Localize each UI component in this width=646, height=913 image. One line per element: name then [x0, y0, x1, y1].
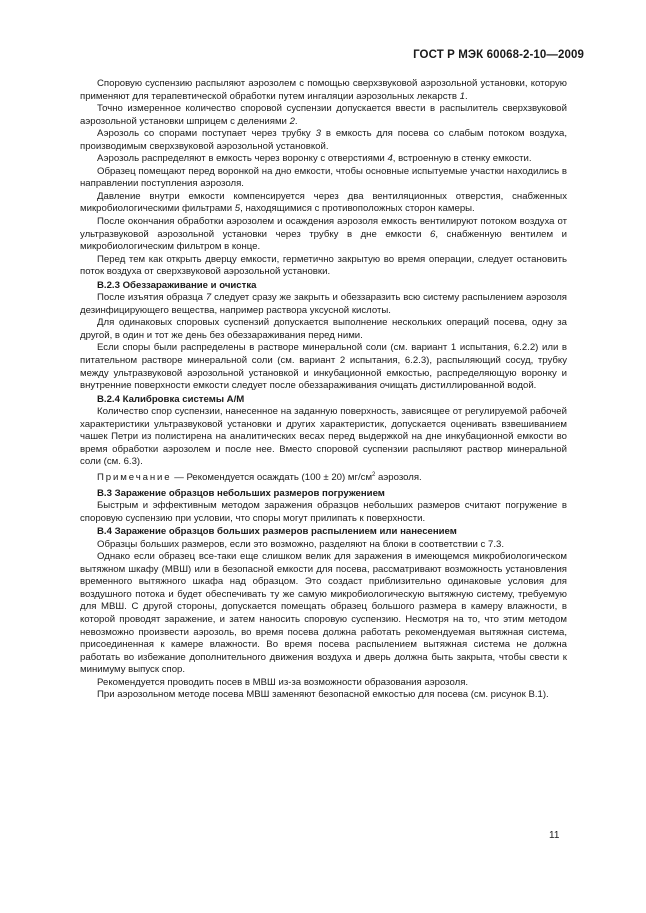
- paragraph: Точно измеренное количество споровой суспензии допускается ввести в распылитель сверхзвуковой аэрозольной установки шприцем с делениями 2.: [80, 103, 567, 127]
- paragraph: Образец помещают перед воронкой на дно емкости, чтобы основные испытуемые участки находились в направлении поступления аэрозоля.: [80, 165, 567, 190]
- paragraph: Споровую суспензию распыляют аэрозолем с помощью сверхзвуковой аэрозольной установки, которую применяют для терапевтической обработки путем ингаляции аэрозольных лекарств 1.: [80, 78, 567, 102]
- paragraph: При аэрозольном методе посева МВШ заменяют безопасной емкостью для посева (см. рисунок В.1).: [97, 689, 549, 701]
- paragraph: Аэрозоль распределяют в емкость через воронку с отверстиями 4, встроенную в стенку емкости.: [97, 153, 532, 165]
- paragraph: После окончания обработки аэрозолем и осаждения аэрозоля емкость вентилируют потоком воздуха от ультразвуковой аэрозольной установки через трубку в дне емкости 6, снабженную вентилем и микробиологическим фильтром в конце.: [80, 216, 567, 253]
- paragraph: После изъятия образца 7 следует сразу же закрыть и обеззаразить всю систему распылением аэрозоля дезинфицирующего вещества, например раствора уксусной кислоты.: [80, 292, 567, 316]
- paragraph: Быстрым и эффективным методом заражения образцов небольших размеров считают погружение в споровую суспензию при условии, что споры могут прилипать к поверхности.: [80, 500, 567, 524]
- paragraph: Перед тем как открыть дверцу емкости, герметично закрытую во время операции, следует остановить поток воздуха от сверхзвуковой аэрозольной установки.: [80, 253, 567, 278]
- section-heading: В.2.4 Калибровка системы А/М: [97, 393, 245, 405]
- paragraph: Количество спор суспензии, нанесенное на заданную поверхность, зависящее от регулируемой рабочей характеристики ультразвуковой установки и других характеристик, допускается оценивать взвешиванием чашек Петри из полистирена на аналитических весах перед выдержкой на дне инкубационной емкости во время обработки аэрозолем и после нее. Вместо споровой суспензии распыляют раствор минеральной соли (см. 6.3).: [80, 406, 567, 468]
- paragraph: Образцы больших размеров, если это возможно, разделяют на блоки в соответствии с 7.3.: [97, 538, 505, 550]
- paragraph: Давление внутри емкости компенсируется через два вентиляционных отверстия, снабженных микробиологическими фильтрами 5, находящимися с противоположных сторон камеры.: [80, 190, 567, 215]
- section-heading: В.2.3 Обеззараживание и очистка: [97, 279, 257, 291]
- note: Примечание — Рекомендуется осаждать (100 ± 20) $мг/см^2$ аэрозоля.: [97, 471, 422, 483]
- document-body: [80, 78, 567, 702]
- document-header: ГОСТ Р МЭК 60068-2-10—2009: [413, 49, 584, 61]
- page-number: 11: [549, 830, 560, 841]
- paragraph: Аэрозоль со спорами поступает через трубку 3 в емкость для посева со слабым потоком воздуха, производимым сверхзвуковой аэрозольной установкой.: [80, 128, 567, 152]
- paragraph: Для одинаковых споровых суспензий допускается выполнение нескольких операций посева, одну за другой, в один и тот же день без обеззараживания перед ними.: [80, 317, 567, 341]
- paragraph: Однако если образец все-таки еще слишком велик для заражения в имеющемся микробиологическом вытяжном шкафу (МВШ) или в безопасной емкости для посева, рассматривают возможность установления временного вытяжного шкафа над образцом. Это создаст приблизительно одинаковые условия для воздушного потока и будет обеспечивать ту же самую микробиологическую вытяжную систему, требуемую для МВШ. С другой стороны, допускается помещать образец большого размера в камеру влажности, в которой проводят заражение, и затем наносить споровую суспензию. Несмотря на то, что этим методом невозможно произвести аэрозоль, во время посева должна работать рекомендуемая вытяжная система, присоединенная к камере влажности. Во время посева распылением вытяжная система не должна работать во избежание дополнительного движения воздуха и дверь должна быть закрыта, чтобы свести к минимуму выпуск спор.: [80, 551, 567, 676]
- section-heading: В.3 Заражение образцов небольших размеров погружением: [97, 487, 385, 499]
- section-heading: В.4 Заражение образцов больших размеров распылением или нанесением: [97, 526, 457, 538]
- note-label: Примечание: [97, 471, 172, 483]
- paragraph: Рекомендуется проводить посев в МВШ из-за возможности образования аэрозоля.: [97, 676, 469, 688]
- paragraph: Если споры были распределены в растворе минеральной соли (см. вариант 1 испытания, 6.2.2) или в питательном растворе минеральной соли (см. вариант 2 испытания, 6.2.3), распыляющий сосуд, трубку между ультразвуковой аэрозольной установкой и инкубационной емкостью, распределяющую воронку и внутренние поверхности емкости следует после обеззараживания очищать дистиллированной водой.: [80, 342, 567, 392]
